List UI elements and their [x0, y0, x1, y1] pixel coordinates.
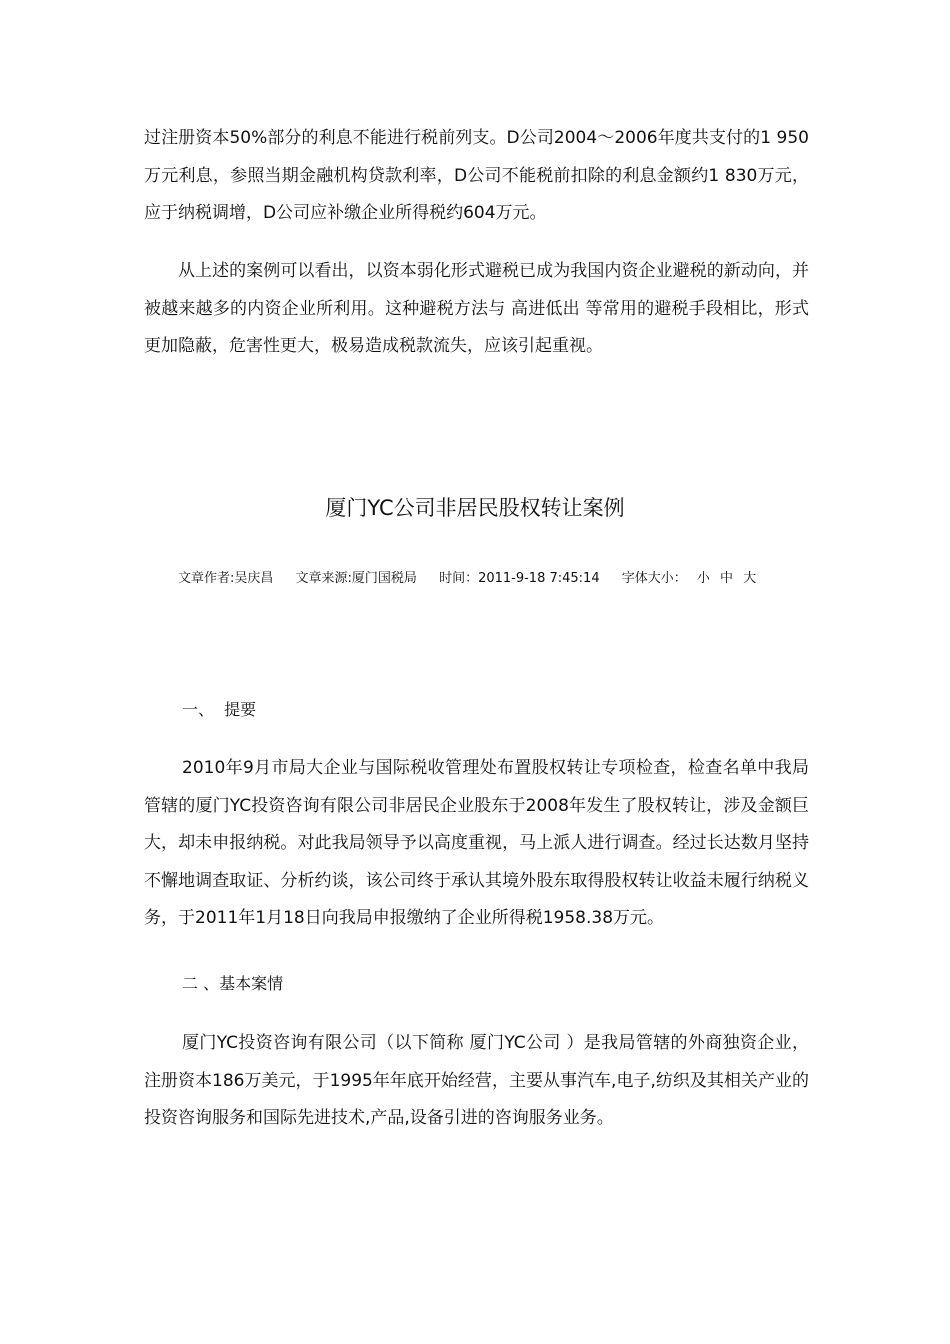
font-size-label: 字体大小： [621, 571, 687, 586]
article-meta [178, 568, 756, 590]
summary-paragraph: 2010年9月市局大企业与国际税收管理处布置股权转让专项检查，检查名单中我局管辖的厦门YC投资咨询有限公司非居民企业股东于2008年发生了股权转让，涉及金额巨大，却未申报纳税。对此我局领导予以高度重视，马上派人进行调查。经过长达数月坚持不懈地调查取证、分析约谈，该公司终于承认其境外股东取得股权转让收益未履行纳税义务，于2011年1月18日向我局申报缴纳了企业所得税1958.38万元。 [144, 758, 809, 928]
article-author: 文章作者:吴庆昌 [178, 571, 274, 586]
section-heading-summary: 一、 提要 [182, 700, 257, 719]
facts-paragraph: 厦门YC投资咨询有限公司（以下简称 厦门YC公司 ）是我局管辖的外商独资企业，注册资本186万美元，于1995年年底开始经营，主要从事汽车,电子,纺织及其相关产业的投资咨询服务和国际先进技术,产品,设备引进的咨询服务业务。 [144, 1033, 809, 1128]
font-size-medium-link[interactable]: 中 [720, 571, 734, 586]
article-time: 时间：2011-9-18 7:45:14 [439, 571, 600, 586]
font-size-small-link[interactable]: 小 [696, 571, 710, 586]
conclusion-paragraph: 从上述的案例可以看出，以资本弱化形式避税已成为我国内资企业避税的新动向，并被越来越多的内资企业所利用。这种避税方法与 高进低出 等常用的避税手段相比，形式更加隐蔽，危害性更大，极易造成税款流失，应该引起重视。 [144, 261, 809, 356]
font-size-large-link[interactable]: 大 [743, 571, 757, 586]
section-heading-facts: 二 、基本案情 [182, 974, 284, 993]
article-source: 文章来源:厦门国税局 [295, 571, 417, 586]
continued-paragraph: 过注册资本50%部分的利息不能进行税前列支。D公司2004～2006年度共支付的1 950万元利息，参照当期金融机构贷款利率，D公司不能税前扣除的利息金额约1 830万元，应于纳税调增，D公司应补缴企业所得税约604万元。 [144, 128, 809, 223]
article-title: 厦门YC公司非居民股权转让案例 [325, 496, 625, 520]
